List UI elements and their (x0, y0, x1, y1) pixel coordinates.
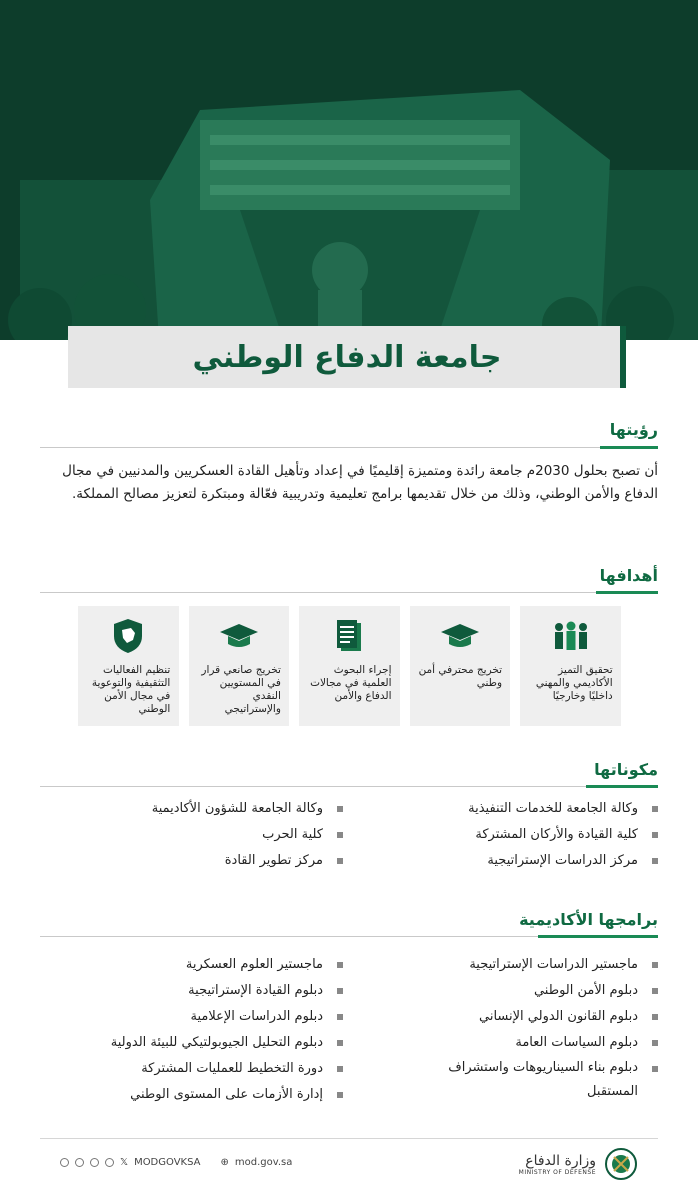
graduation-cap-icon (219, 618, 259, 654)
list-item: كلية الحرب (43, 822, 343, 848)
goal-card (78, 606, 179, 726)
graduation-cap-icon (440, 618, 480, 654)
vision-text: أن تصبح بحلول 2030م جامعة رائدة ومتميزة إقليميًا في إعداد وتأهيل القادة العسكريين والمدنيين في مجال الدفاع والأمن الوطني، وذلك من خلال تقديمها برامج تعليمية وتدريبية فعّالة ومبتكرة لتعزيز مصالح المملكة. (62, 463, 658, 502)
page-title: جامعة الدفاع الوطني (192, 339, 502, 375)
goal-text: تحقيق التميز الأكاديمي والمهني داخليًا وخارجيًا (535, 664, 613, 702)
list-item: دبلوم السياسات العامة (368, 1030, 658, 1056)
ministry-name-en: MINISTRY OF DEFENSE (518, 1168, 596, 1176)
social-handle[interactable]: MODGOVKSA (134, 1157, 201, 1168)
shield-map-icon (113, 618, 143, 654)
goal-card (189, 606, 290, 726)
programs-list-left (43, 952, 343, 1108)
list-item: ماجستير العلوم العسكرية (43, 952, 343, 978)
footer (40, 1138, 658, 1188)
goal-text: تخريج محترفي أمن وطني (418, 664, 503, 689)
goal-card (410, 606, 511, 726)
list-item: دبلوم التحليل الجيوبولتيكي للبيئة الدولية (43, 1030, 343, 1056)
goals-underline (596, 591, 658, 594)
goal-text: إجراء البحوث العلمية في مجالات الدفاع والأمن (310, 664, 392, 702)
list-item: دبلوم القانون الدولي الإنساني (368, 1004, 658, 1030)
ministry-emblem-icon (604, 1147, 638, 1181)
building-illustration (0, 0, 698, 355)
vision-heading: رؤيتها (609, 420, 658, 439)
snapchat-icon[interactable] (60, 1158, 69, 1167)
people-icon (551, 618, 591, 654)
footer-social (60, 1157, 292, 1168)
facebook-icon[interactable] (105, 1158, 114, 1167)
ministry-logo (519, 1147, 638, 1181)
list-item: دبلوم بناء السيناريوهات واستشراف المستقبل (408, 1056, 658, 1104)
vision-underline (600, 446, 658, 449)
list-item: مركز الدراسات الإستراتيجية (368, 848, 658, 874)
x-icon[interactable]: 𝕏 (120, 1157, 129, 1168)
programs-underline (538, 935, 658, 938)
list-item: وكالة الجامعة للخدمات التنفيذية (368, 796, 658, 822)
list-item: دبلوم الأمن الوطني (368, 978, 658, 1004)
list-item: إدارة الأزمات على المستوى الوطني (43, 1082, 343, 1108)
goal-card (520, 606, 621, 726)
youtube-icon[interactable] (90, 1158, 99, 1167)
list-item: دبلوم الدراسات الإعلامية (43, 1004, 343, 1030)
goal-card (299, 606, 400, 726)
components-heading: مكوناتها (594, 760, 658, 779)
goals-cards (78, 606, 621, 726)
divider (40, 786, 658, 787)
website-link[interactable]: mod.gov.sa (234, 1157, 293, 1168)
goals-heading: أهدافها (599, 566, 658, 585)
page-title-box (68, 326, 626, 388)
document-icon (335, 618, 365, 654)
components-list-right (368, 796, 658, 874)
programs-heading: برامجها الأكاديمية (519, 910, 658, 929)
components-list-left (43, 796, 343, 874)
components-underline (586, 785, 658, 788)
goal-text: تخريج صانعي قرار في المستويين النقدي والإستراتيجي (201, 664, 281, 715)
goal-text: تنظيم الفعاليات التثقيفية والتوعوية في مجال الأمن الوطني (91, 664, 171, 715)
programs-list-right (368, 952, 658, 1104)
divider (40, 592, 658, 593)
list-item: دبلوم القيادة الإستراتيجية (43, 978, 343, 1004)
list-item: مركز تطوير القادة (43, 848, 343, 874)
list-item: كلية القيادة والأركان المشتركة (368, 822, 658, 848)
instagram-icon[interactable] (75, 1158, 84, 1167)
list-item: وكالة الجامعة للشؤون الأكاديمية (43, 796, 343, 822)
ministry-name-ar: وزارة الدفاع (525, 1152, 596, 1169)
hero-banner (0, 0, 698, 355)
list-item: دورة التخطيط للعمليات المشتركة (43, 1056, 343, 1082)
divider (40, 447, 658, 448)
list-item: ماجستير الدراسات الإستراتيجية (368, 952, 658, 978)
globe-icon: ⊕ (220, 1157, 229, 1168)
